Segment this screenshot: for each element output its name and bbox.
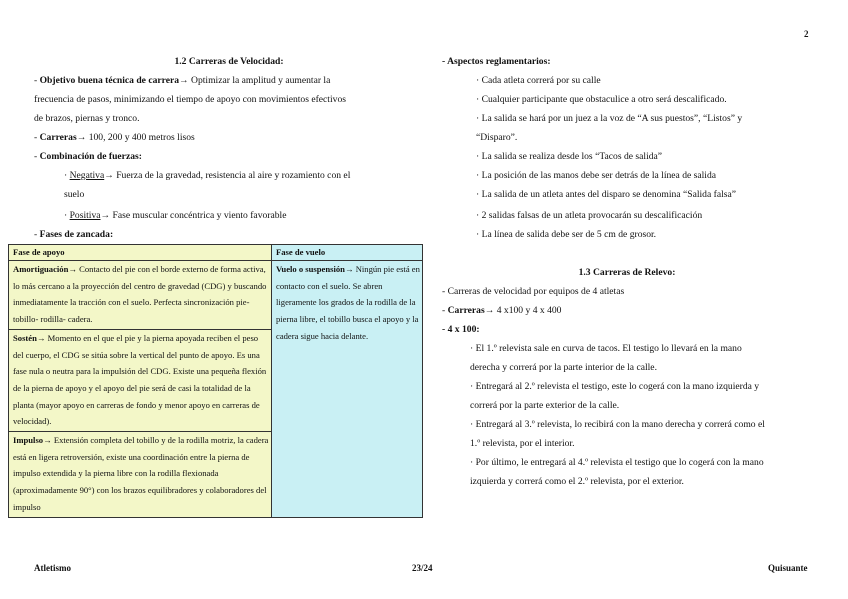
- impulso-text: Extensión completa del tobillo y de la rodilla motriz, la cadera está en ligera retroversión, existe una coordinación entre la pierna de impulso extendida y la pierna libre con la rodilla flexionada (aproximadamente 90°) con los brazos equilibradores y colaboradores del impulso: [13, 435, 269, 512]
- arrow-icon: →: [179, 75, 189, 86]
- vuelo-label: Vuelo o suspensión: [276, 264, 345, 274]
- sosten-label: Sostén: [13, 332, 37, 343]
- list-item: derecha y correrá por la parte interior de la calle.: [470, 362, 657, 373]
- impulso-label: Impulso: [13, 435, 44, 446]
- positiva-text: Fase muscular concéntrica y viento favorable: [110, 210, 287, 221]
- section-title-relevo: 1.3 Carreras de Relevo:: [578, 267, 676, 278]
- relevo-intro: - Carreras de velocidad por equipos de 4 atletas: [442, 286, 625, 297]
- negativa-line1: · Negativa→ Fuerza de la gravedad, resistencia al aire y rozamiento con el: [64, 170, 351, 181]
- carreras-text: 100, 200 y 400 metros lisos: [86, 132, 195, 143]
- list-item: · La salida se realiza desde los “Tacos de salida”: [476, 151, 663, 162]
- list-item: correrá por la parte exterior de la calle.: [470, 400, 620, 411]
- aspectos-title: - Aspectos reglamentarios:: [442, 56, 551, 67]
- objetivo-text: Optimizar la amplitud y aumentar la: [188, 75, 331, 86]
- arrow-icon: →: [484, 305, 495, 316]
- fases-zancada-table: [8, 244, 423, 518]
- list-item: · Por último, le entregará al 4.º relevista el testigo que lo cogerá con la mano: [470, 457, 764, 468]
- list-item: · El 1.º relevista sale en curva de tacos. El testigo lo llevará en la mano: [470, 343, 742, 354]
- positiva-line: · Positiva→ Fase muscular concéntrica y viento favorable: [64, 210, 287, 221]
- cell-sosten: [9, 329, 272, 431]
- page-number: 2: [804, 29, 809, 39]
- list-item: · Entregará al 3.º relevista, lo recibirá con la mano derecha y correrá como el: [470, 419, 765, 430]
- header-fase-vuelo: Fase de vuelo: [272, 245, 423, 261]
- objetivo-line1: - Objetivo buena técnica de carrera→ Optimizar la amplitud y aumentar la: [34, 75, 331, 86]
- cell-impulso: [9, 432, 272, 518]
- amortiguacion-label: Amortiguación: [13, 264, 69, 274]
- negativa-line2: suelo: [64, 189, 85, 200]
- carreras-label: Carreras: [39, 132, 77, 143]
- carreras-line: - Carreras→ 100, 200 y 400 metros lisos: [34, 132, 195, 143]
- sosten-text: Momento en el que el pie y la pierna apoyada reciben el peso del cuerpo, el CDG se sitúa sobre la vertical del punto de apoyo. Es una fase nula o neutra para la impulsión del CDG. Existe una pequeña flexión de la pierna de apoyo y el apoyo del pie será de casi la totalidad de la planta (mayor apoyo en carreras de fondo y menor apoyo en carreras de velocidad).: [13, 332, 267, 427]
- footer-left: Atletismo: [34, 563, 71, 573]
- objetivo-label: Objetivo buena técnica de carrera: [39, 75, 180, 86]
- list-item: izquierda y correrá como el 2.º relevista, por el exterior.: [470, 476, 684, 487]
- fases-label: Fases de zancada:: [39, 229, 114, 240]
- list-item: · Entregará al 2.º relevista el testigo, este lo cogerá con la mano izquierda y: [470, 381, 760, 392]
- list-item: · La salida de un atleta antes del disparo se denomina “Salida falsa”: [476, 189, 736, 200]
- cell-vuelo: [272, 261, 423, 518]
- table-row: [9, 261, 423, 330]
- arrow-icon: →: [76, 132, 87, 143]
- list-item: 1.º relevista, por el interior.: [470, 438, 575, 449]
- footer-right: Quisuante: [768, 563, 808, 573]
- negativa-label: Negativa: [69, 170, 105, 181]
- vuelo-text: Ningún pie está en contacto con el suelo. Se abren ligeramente los grados de la rodilla de la pierna libre, el tobillo busca el apoyo y la cadera sigue hacia delante.: [276, 264, 420, 341]
- arrow-icon: →: [100, 210, 111, 221]
- arrow-icon: →: [36, 332, 46, 343]
- arrow-icon: →: [344, 264, 354, 274]
- objetivo-line2: frecuencia de pasos, minimizando el tiempo de apoyo con movimientos efectivos: [34, 94, 346, 105]
- fases-line: - Fases de zancada:: [34, 229, 114, 240]
- section-title-velocidad: 1.2 Carreras de Velocidad:: [174, 56, 284, 67]
- combinacion-label: Combinación de fuerzas:: [39, 151, 142, 162]
- relevo-4x100-label: - 4 x 100:: [442, 324, 480, 335]
- list-item: · La línea de salida debe ser de 5 cm de grosor.: [476, 229, 657, 240]
- combinacion-line: - Combinación de fuerzas:: [34, 151, 142, 162]
- footer-page-count: 23/24: [412, 563, 433, 573]
- table-header-row: [9, 245, 423, 261]
- relevo-carreras-label: Carreras: [447, 305, 485, 316]
- arrow-icon: →: [104, 170, 114, 181]
- relevo-carreras-line: - Carreras→ 4 x100 y 4 x 400: [442, 305, 562, 316]
- list-item: · La salida se hará por un juez a la voz de “A sus puestos”, “Listos” y: [476, 113, 743, 124]
- list-item: · Cualquier participante que obstaculice a otro será descalificado.: [476, 94, 727, 105]
- list-item: “Disparo”.: [476, 132, 518, 143]
- negativa-text: Fuerza de la gravedad, resistencia al aire y rozamiento con el: [113, 170, 351, 181]
- arrow-icon: →: [68, 264, 77, 274]
- amortiguacion-text: Contacto del pie con el borde externo de forma activa, lo más cercano a la proyección del centro de gravedad (CDG) y buscando inmediatamente la tracción con el suelo. Perfecta sincronización pie- tobillo- rodilla- cadera.: [13, 264, 267, 325]
- list-item: · La posición de las manos debe ser detrás de la línea de salida: [476, 170, 717, 181]
- list-item: · 2 salidas falsas de un atleta provocarán su descalificación: [476, 210, 703, 221]
- objetivo-line3: de brazos, piernas y tronco.: [34, 113, 140, 124]
- header-fase-apoyo: Fase de apoyo: [9, 245, 272, 261]
- arrow-icon: →: [43, 435, 52, 446]
- list-item: · Cada atleta correrá por su calle: [476, 75, 601, 86]
- cell-amortiguacion: [9, 261, 272, 330]
- positiva-label: Positiva: [69, 210, 101, 221]
- relevo-carreras-text: 4 x100 y 4 x 400: [494, 305, 562, 316]
